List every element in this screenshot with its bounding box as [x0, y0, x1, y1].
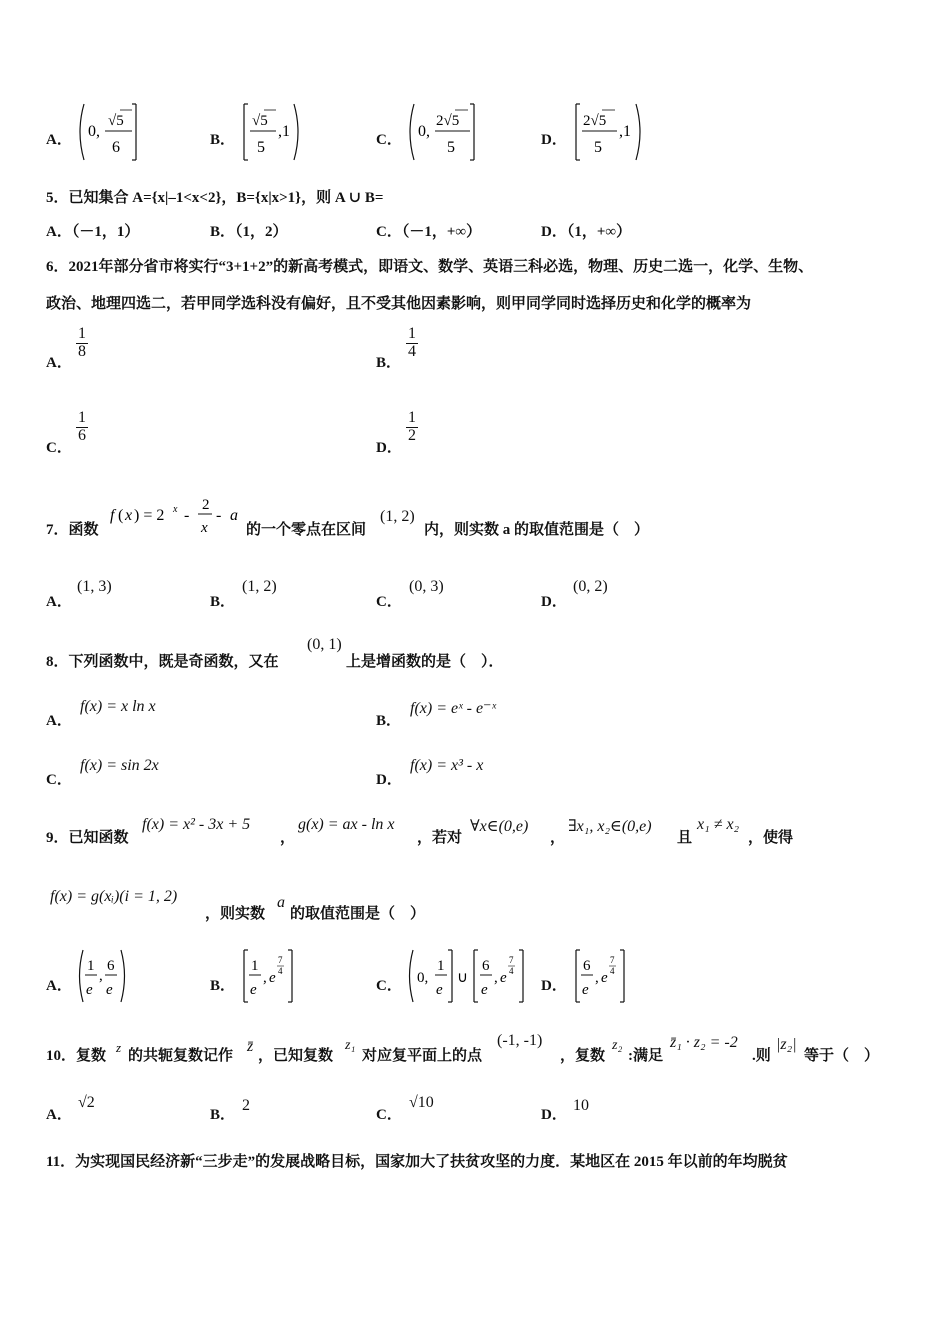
svg-text:4: 4 [509, 966, 514, 976]
svg-text:,1: ,1 [278, 123, 290, 140]
q9-g: g(x) = ax - ln x [298, 816, 395, 833]
q9-c2: ∃x₁, x₂∈(0,e) [568, 818, 652, 835]
svg-text:1: 1 [87, 958, 95, 974]
q10-option-c-value: √10 [409, 1094, 434, 1111]
svg-text:-: - [216, 507, 222, 524]
q6-option-c-label: C． [46, 440, 72, 456]
q9-t4: ，则实数 [205, 906, 266, 922]
q7-option-a-label: A． [46, 594, 72, 610]
q6-stem-line1: 6．2021年部分省市将实行“3+1+2”的新高考模式，即语文、数学、英语三科必选，物理、历史二选一，化学、生物、 [46, 259, 814, 275]
q10-z2: z₂ [612, 1038, 623, 1053]
svg-text:∪: ∪ [457, 970, 468, 986]
q8-prefix: 8．下列函数中，既是奇函数，又在 [46, 654, 279, 670]
q10-z: z [116, 1040, 122, 1055]
q6-option-a-num: 1 [78, 325, 86, 342]
svg-text:1: 1 [437, 958, 445, 974]
svg-text:,1: ,1 [619, 123, 631, 140]
svg-text:a: a [230, 507, 238, 524]
q9-f: f(x) = x² - 3x + 5 [142, 816, 251, 833]
q5-option-a: A．（－1，1） [46, 224, 140, 240]
q9-option-d-label: D． [541, 978, 567, 994]
q9-prefix: 9．已知函数 [46, 830, 129, 846]
q5-option-b: B．（1，2） [210, 224, 288, 240]
svg-text:f: f [110, 507, 115, 524]
q7-suffix: 内，则实数 a 的取值范围是（ ） [424, 522, 650, 538]
q4-option-c-formula [404, 100, 484, 164]
svg-text:0,: 0, [417, 970, 429, 986]
svg-text:x: x [125, 507, 133, 524]
q8-option-b-value: f(x) = eˣ - e⁻ˣ [410, 700, 497, 717]
q7-function [108, 494, 244, 545]
svg-text:e: e [250, 982, 257, 998]
q10-p3: ，已知复数 [258, 1048, 334, 1064]
q5-stem: 5．已知集合 A={x|–1<x<2}，B={x|x>1}，则 A ∪ B= [46, 190, 384, 206]
q10-point: (-1, -1) [497, 1032, 543, 1049]
q10-option-b-label: B． [210, 1107, 236, 1123]
q9-option-b-label: B． [210, 978, 236, 994]
q4-option-d-formula [570, 100, 650, 164]
svg-text:,: , [595, 970, 599, 986]
svg-text:x: x [201, 520, 208, 536]
q8-option-a-value: f(x) = x ln x [80, 698, 156, 715]
svg-text:e: e [582, 982, 589, 998]
q4-option-c-math [404, 100, 484, 169]
q7-prefix: 7．函数 [46, 522, 99, 538]
q10-option-d-label: D． [541, 1107, 567, 1123]
svg-text:7: 7 [509, 955, 514, 965]
q7-function-formula [108, 494, 244, 540]
q9-option-c-formula [404, 946, 534, 1006]
q8-option-c-value: f(x) = sin 2x [80, 757, 159, 774]
q6-stem-line2: 政治、地理四选二，若甲同学选科没有偏好，且不受其他因素影响，则甲同学同时选择历史和化学的概率为 [46, 296, 752, 312]
svg-text:e: e [436, 982, 443, 998]
q6-option-c-den: 6 [78, 426, 86, 444]
q9-comma: ， [280, 830, 296, 846]
q6-option-a-fraction [76, 326, 88, 361]
q6-option-b-label: B． [376, 355, 402, 371]
q9-comma2: ， [550, 830, 566, 846]
q10-p2: 的共轭复数记作 [128, 1048, 234, 1064]
q10-p6: :满足 [628, 1048, 663, 1064]
svg-text:) = 2: ) = 2 [134, 507, 165, 524]
q9-option-b-formula [238, 946, 302, 1006]
svg-text:6: 6 [107, 958, 115, 974]
q6-option-d-num: 1 [408, 409, 416, 426]
q7-option-c-value: (0, 3) [409, 578, 444, 595]
svg-text:4: 4 [278, 966, 283, 976]
q6-option-a-label: A． [46, 355, 72, 371]
svg-text:7: 7 [610, 955, 615, 965]
svg-text:e: e [500, 970, 507, 986]
q8-option-d-label: D． [376, 772, 402, 788]
svg-text:0,: 0, [418, 123, 430, 140]
q8-option-a-label: A． [46, 713, 72, 729]
q8-option-d-value: f(x) = x³ - x [410, 757, 484, 774]
q10-p5: ，复数 [560, 1048, 606, 1064]
q6-option-d-label: D． [376, 440, 402, 456]
svg-text:√5: √5 [252, 113, 268, 129]
svg-text:,: , [99, 968, 103, 984]
q7-mid: 的一个零点在区间 [246, 522, 367, 538]
q6-option-b-num: 1 [408, 325, 416, 342]
q11-stem: 11．为实现国民经济新“三步走”的发展战略目标，国家加大了扶贫攻坚的力度．某地区在 2015 年以前的年均脱贫 [46, 1154, 788, 1170]
q9-t2: 且 [677, 830, 693, 846]
q9-option-c-math [404, 946, 534, 1011]
q9-t5: 的取值范围是（ ） [290, 906, 426, 922]
q10-option-c-label: C． [376, 1107, 402, 1123]
q10-z1: z₁ [345, 1038, 356, 1053]
q10-p1: 10．复数 [46, 1048, 107, 1064]
svg-text:e: e [481, 982, 488, 998]
q8-option-b-label: B． [376, 713, 402, 729]
q9-c1: ∀x∈(0,e) [470, 818, 529, 835]
q9-option-a-math [74, 946, 134, 1011]
svg-text:2√5: 2√5 [583, 113, 607, 129]
q4-option-a-label: A． [46, 132, 72, 148]
svg-text:x: x [173, 504, 178, 515]
q4-option-c-label: C． [376, 132, 402, 148]
svg-text:0,: 0, [88, 123, 100, 140]
q9-c3: x₁ ≠ x₂ [697, 816, 740, 833]
q10-option-a-value: √2 [78, 1094, 95, 1111]
svg-text:6: 6 [112, 139, 120, 156]
q9-eq: f(x) = g(xᵢ)(i = 1, 2) [50, 888, 178, 905]
q10-option-d-value: 10 [573, 1097, 589, 1114]
q4-option-a-formula [74, 100, 144, 164]
q7-interval: (1, 2) [380, 508, 415, 525]
q7-option-c-label: C． [376, 594, 402, 610]
q9-option-d-math [570, 946, 634, 1011]
q8-interval: (0, 1) [307, 636, 342, 653]
svg-text:2: 2 [202, 497, 210, 513]
q4-option-b-math [238, 100, 308, 169]
q5-option-d: D．（1，+∞） [541, 224, 632, 240]
q10-p4: 对应复平面上的点 [362, 1048, 483, 1064]
svg-text:6: 6 [583, 958, 591, 974]
svg-text:4: 4 [610, 966, 615, 976]
q9-option-b-math [238, 946, 302, 1011]
svg-text:5: 5 [447, 139, 455, 156]
q6-option-b-fraction [406, 326, 418, 361]
q7-option-b-label: B． [210, 594, 236, 610]
q8-suffix: 上是增函数的是（ ）． [346, 654, 504, 670]
q8-option-c-label: C． [46, 772, 72, 788]
q4-option-d-math [570, 100, 650, 169]
q6-option-c-fraction [76, 410, 88, 445]
q6-option-b-den: 4 [408, 342, 416, 360]
svg-text:,: , [263, 970, 267, 986]
q6-option-d-fraction [406, 410, 418, 445]
q9-t3: ，使得 [748, 830, 794, 846]
q10-abs: |z₂| [776, 1036, 797, 1053]
q10-p7: .则 [752, 1048, 771, 1064]
q5-option-c: C．（－1，+∞） [376, 224, 482, 240]
q6-option-c-num: 1 [78, 409, 86, 426]
svg-text:(: ( [118, 507, 124, 524]
q4-option-b-formula [238, 100, 308, 164]
q10-option-a-label: A． [46, 1107, 72, 1123]
q9-option-c-label: C． [376, 978, 402, 994]
q4-option-d-label: D． [541, 132, 567, 148]
svg-text:e: e [86, 982, 93, 998]
svg-text:e: e [269, 970, 276, 986]
q6-option-a-den: 8 [78, 342, 86, 360]
svg-text:5: 5 [257, 139, 265, 156]
svg-text:√5: √5 [108, 113, 124, 129]
q7-option-a-value: (1, 3) [77, 578, 112, 595]
q10-p8: 等于（ ） [804, 1048, 880, 1064]
q9-t1: ，若对 [417, 830, 463, 846]
q10-option-b-value: 2 [242, 1097, 250, 1114]
q6-option-d-den: 2 [408, 426, 416, 444]
q9-option-a-label: A． [46, 978, 72, 994]
q9-a: a [277, 894, 285, 911]
svg-text:e: e [106, 982, 113, 998]
q4-option-b-label: B． [210, 132, 236, 148]
svg-text:-: - [184, 507, 190, 524]
svg-text:5: 5 [594, 139, 602, 156]
svg-text:,: , [494, 970, 498, 986]
svg-text:6: 6 [482, 958, 490, 974]
svg-text:7: 7 [278, 955, 283, 965]
svg-text:2√5: 2√5 [436, 113, 460, 129]
svg-text:e: e [601, 970, 608, 986]
q10-zbar: z̄ [247, 1038, 254, 1055]
q4-option-a-math [74, 100, 144, 169]
q7-option-b-value: (1, 2) [242, 578, 277, 595]
q10-condition: z̄₁ · z₂ = -2 [670, 1034, 738, 1051]
svg-text:1: 1 [251, 958, 259, 974]
q7-option-d-value: (0, 2) [573, 578, 608, 595]
q9-option-d-formula [570, 946, 634, 1006]
q9-option-a-formula [74, 946, 134, 1006]
q7-option-d-label: D． [541, 594, 567, 610]
